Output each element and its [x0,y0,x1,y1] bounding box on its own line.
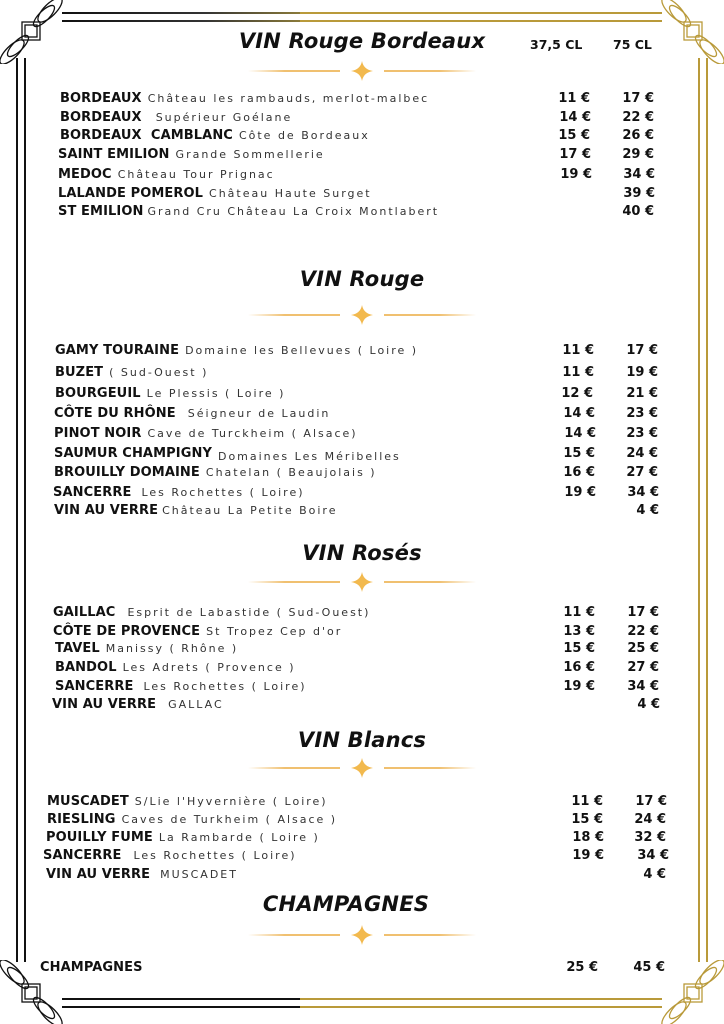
price-small: 19 € [563,679,595,694]
price-small: 11 € [563,605,595,620]
section-title: VIN Rouge Bordeaux [238,29,486,53]
price-large: 17 € [626,343,658,358]
price-large: 26 € [622,128,654,143]
menu-item: PINOT NOIR Cave de Turckheim ( Alsace) 14 € 23 € [54,426,658,441]
corner-ornament-icon [0,0,64,64]
menu-item: POUILLY FUME La Rambarde ( Loire ) 18 € 32 € [46,830,666,845]
menu-item: SANCERRE Les Rochettes ( Loire) 19 € 34 € [55,679,659,694]
price-small: 12 € [561,386,593,401]
menu-item: CÔTE DE PROVENCE St Tropez Cep d'or 13 € 22 € [53,624,659,639]
corner-ornament-icon [660,0,724,64]
frame-bottom-line-inner [62,1006,300,1008]
price-large: 34 € [623,167,655,182]
menu-item: BUZET ( Sud-Ouest ) 11 € 19 € [55,365,658,380]
frame-bottom-line-gold [300,998,662,1000]
price-small: 16 € [563,660,595,675]
price-small: 19 € [564,485,596,500]
price-small: 13 € [563,624,595,639]
price-large: 27 € [626,465,658,480]
frame-bottom-line-inner-gold [300,1006,662,1008]
price-large: 23 € [626,426,658,441]
price-large: 17 € [627,605,659,620]
price-small: 11 € [562,343,594,358]
menu-item: VIN AU VERRE Château La Petite Boire 4 € [54,503,659,518]
menu-item: BORDEAUX Château les rambauds, merlot-malbec 11 € 17 € [60,91,654,106]
sparkle-star-icon [351,572,373,592]
price-small: 14 € [564,426,596,441]
sparkle-star-icon [351,758,373,778]
menu-item: GAILLAC Esprit de Labastide ( Sud-Ouest) 11 € 17 € [53,605,659,620]
price-large: 21 € [626,386,658,401]
price-large: 29 € [622,147,654,162]
section-divider [248,305,476,325]
price-small: 19 € [572,848,604,863]
price-small: 18 € [572,830,604,845]
price-large: 27 € [627,660,659,675]
menu-item: VIN AU VERRE GALLAC 4 € [52,697,660,712]
frame-top-line-gold [300,12,662,14]
section-divider [248,758,476,778]
menu-item: CÔTE DU RHÔNE Séigneur de Laudin 14 € 23 € [54,406,658,421]
menu-item: BOURGEUIL Le Plessis ( Loire ) 12 € 21 € [55,386,658,401]
menu-item: BORDEAUX CAMBLANC Côte de Bordeaux 15 € 26 € [60,128,654,143]
menu-item: SANCERRE Les Rochettes ( Loire) 19 € 34 € [43,848,669,863]
price-large: 34 € [627,679,659,694]
price-large: 24 € [626,446,658,461]
price-large: 22 € [627,624,659,639]
menu-item: TAVEL Manissy ( Rhône ) 15 € 25 € [55,641,659,656]
price-small: 15 € [571,812,603,827]
menu-item: BROUILLY DOMAINE Chatelan ( Beaujolais ) 16 € 27 € [54,465,658,480]
section-title: CHAMPAGNES [262,892,430,916]
menu-item: SAINT EMILION Grande Sommellerie 17 € 29 € [58,147,654,162]
menu-item: MEDOC Château Tour Prignac 19 € 34 € [58,167,655,182]
section-divider [248,925,476,945]
price-large: 39 € [623,186,655,201]
sparkle-star-icon [351,305,373,325]
menu-item: GAMY TOURAINE Domaine les Bellevues ( Loire ) 11 € 17 € [55,343,658,358]
column-header-large: 75 CL [613,37,652,52]
price-large: 45 € [633,960,665,975]
price-small: 15 € [558,128,590,143]
price-small: 25 € [566,960,598,975]
section-title: VIN Rosés [302,541,422,565]
price-large: 17 € [635,794,667,809]
price-large: 4 € [643,867,666,882]
section-divider [248,572,476,592]
menu-item: ST EMILION Grand Cru Château La Croix Montlabert 40 € [58,204,654,219]
price-small: 14 € [563,406,595,421]
menu-item: BANDOL Les Adrets ( Provence ) 16 € 27 € [55,660,659,675]
menu-item: SAUMUR CHAMPIGNY $_{Domaines Les Méribelles}$ 15 € 24 € [54,446,658,463]
price-large: 24 € [634,812,666,827]
price-large: 22 € [622,110,654,125]
sparkle-star-icon [351,61,373,81]
price-large: 4 € [637,697,660,712]
price-small: 15 € [563,446,595,461]
price-large: 19 € [626,365,658,380]
price-large: 34 € [637,848,669,863]
menu-item: SANCERRE Les Rochettes ( Loire) 19 € 34 € [53,485,659,500]
frame-top-line-inner-gold [300,20,662,22]
menu-item: BORDEAUX Supérieur Goélane 14 € 22 € [60,110,654,125]
price-small: 17 € [559,147,591,162]
column-header-small: 37,5 CL [530,37,583,52]
price-large: 32 € [634,830,666,845]
price-small: 11 € [558,91,590,106]
price-large: 4 € [636,503,659,518]
menu-item: MUSCADET S/Lie l'Hyvernière ( Loire) 11 € 17 € [47,794,667,809]
price-large: 34 € [627,485,659,500]
price-small: 19 € [560,167,592,182]
price-small: 11 € [571,794,603,809]
menu-item: VIN AU VERRE MUSCADET 4 € [46,867,666,882]
section-title: VIN Rouge [299,267,425,291]
menu-item: LALANDE POMEROL Château Haute Surget 39 € [58,186,655,201]
section-title: VIN Blancs [297,728,427,752]
frame-top-line-inner [62,20,300,22]
menu-item: RIESLING Caves de Turkheim ( Alsace ) 15 € 24 € [47,812,666,827]
price-small: 14 € [559,110,591,125]
price-large: 25 € [627,641,659,656]
frame-bottom-line [62,998,300,1000]
price-large: 17 € [622,91,654,106]
price-small: 16 € [563,465,595,480]
section-divider [248,61,476,81]
price-large: 40 € [622,204,654,219]
price-large: 23 € [626,406,658,421]
sparkle-star-icon [351,925,373,945]
frame-top-line [62,12,300,14]
price-small: 11 € [562,365,594,380]
price-small: 15 € [563,641,595,656]
menu-item: CHAMPAGNES 25 € 45 € [40,960,665,975]
